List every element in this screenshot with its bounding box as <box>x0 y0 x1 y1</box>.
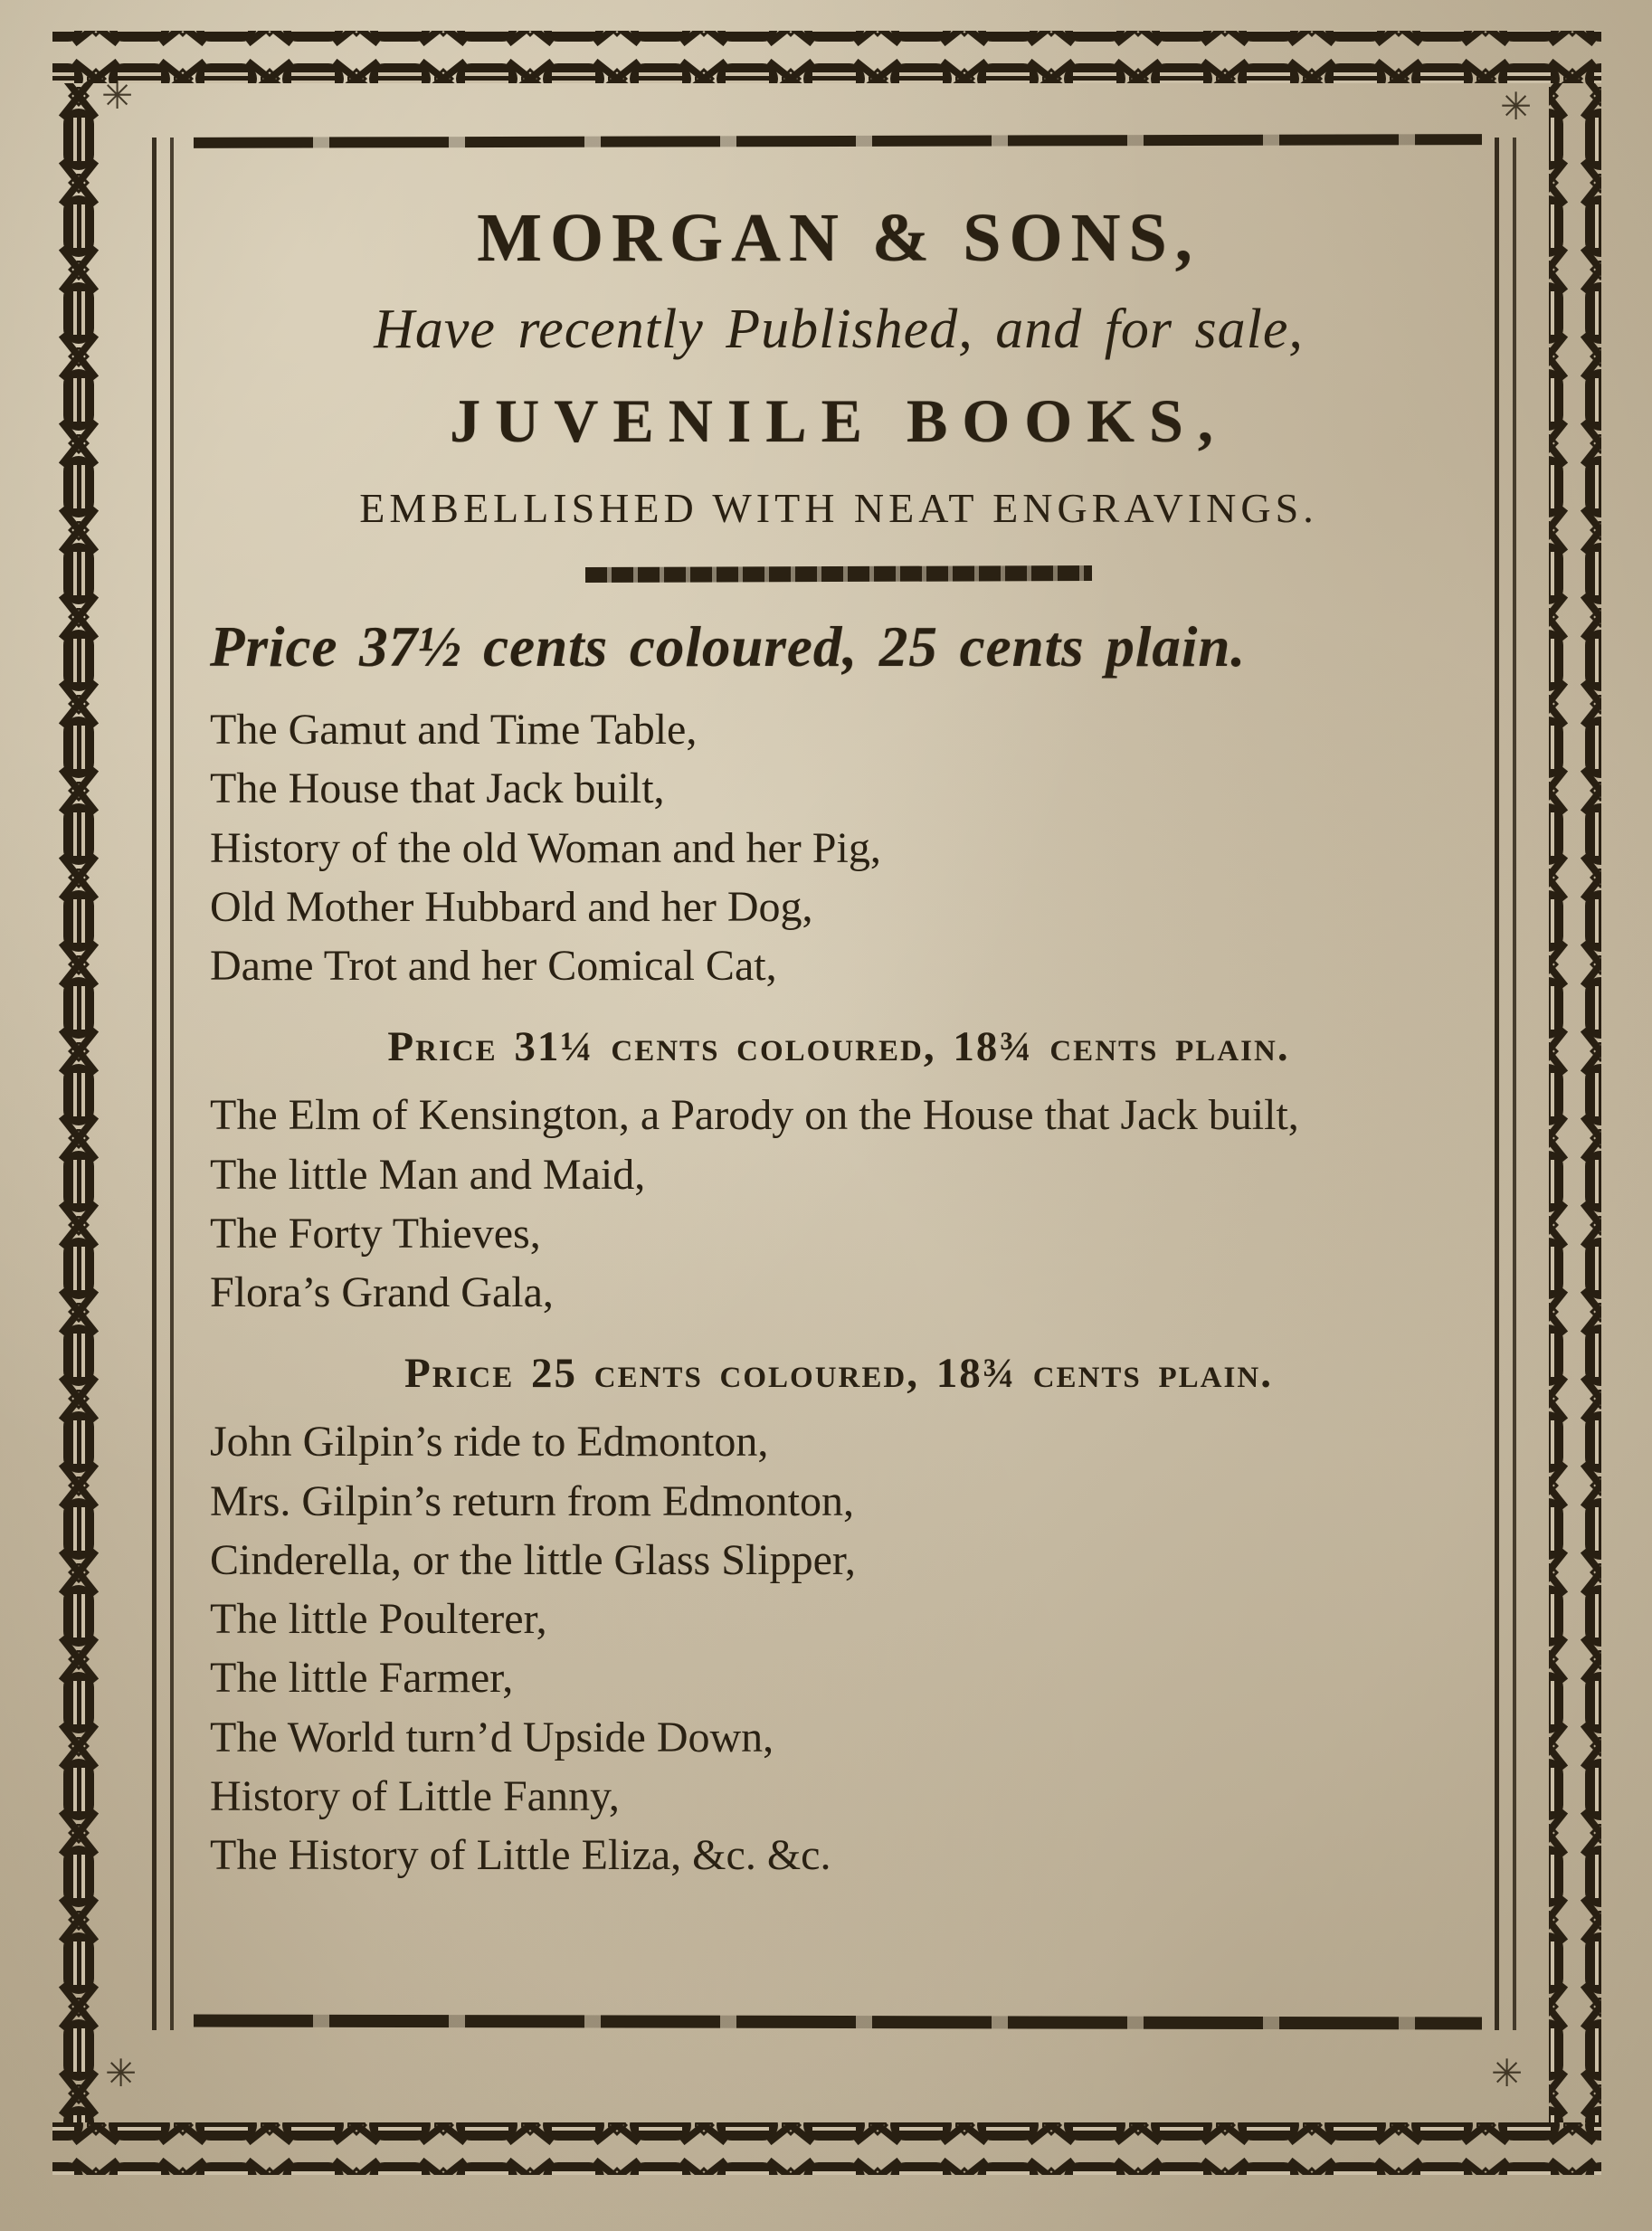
price-heading-3: Price 25 cents coloured, 18¾ cents plain. <box>404 1350 1273 1398</box>
price-heading-2: Price 31¼ cents coloured, 18¾ cents plain. <box>387 1023 1290 1071</box>
book-title: History of the old Woman and her Pig, <box>210 823 881 872</box>
book-list-1 <box>210 700 1467 995</box>
corner-ornament-icon: ✳ <box>101 76 134 118</box>
chain-border-bottom <box>52 2122 1601 2175</box>
book-title: John Gilpin’s ride to Edmonton, <box>210 1418 769 1467</box>
book-list-3 <box>210 1412 1467 1884</box>
corner-ornament-icon: ✳ <box>105 2054 138 2095</box>
book-title: Old Mother Hubbard and her Dog, <box>210 882 813 931</box>
corner-ornament-icon: ✳ <box>1491 2054 1524 2095</box>
book-title: The little Poulterer, <box>210 1595 547 1644</box>
book-title: Cinderella, or the little Glass Slipper, <box>210 1535 856 1584</box>
chain-border-right <box>1549 83 1601 2122</box>
page-title: JUVENILE BOOKS, <box>450 386 1228 455</box>
book-title: The House that Jack built, <box>210 764 665 813</box>
price-section-3 <box>210 1349 1467 1884</box>
right-double-rule <box>1495 138 1516 2030</box>
chain-border-top <box>52 31 1601 83</box>
book-title: Flora’s Grand Gala, <box>210 1268 554 1317</box>
section-divider-rule <box>585 565 1092 583</box>
book-title: Mrs. Gilpin’s return from Edmonton, <box>210 1476 854 1525</box>
left-double-rule <box>152 138 174 2030</box>
tagline: EMBELLISHED WITH NEAT ENGRAVINGS. <box>359 485 1318 531</box>
publisher-name: MORGAN & SONS, <box>477 200 1201 276</box>
book-title: The World turn’d Upside Down, <box>210 1713 774 1761</box>
price-heading-1: Price 37½ cents coloured, 25 cents plain. <box>210 615 1247 679</box>
publication-subtitle: Have recently Published, and for sale, <box>374 299 1304 360</box>
price-section-1 <box>210 614 1467 995</box>
price-section-2 <box>210 1022 1467 1322</box>
bottom-rule <box>194 2015 1482 2030</box>
book-title: The Forty Thieves, <box>210 1209 541 1258</box>
book-title: The little Farmer, <box>210 1654 514 1703</box>
book-list-2 <box>210 1086 1467 1322</box>
book-title: The Elm of Kensington, a Parody on the House that Jack built, <box>210 1091 1299 1140</box>
book-title: History of Little Fanny, <box>210 1771 620 1820</box>
book-title: The little Man and Maid, <box>210 1150 646 1199</box>
advertisement-content <box>210 168 1467 1885</box>
corner-ornament-icon: ✳ <box>1500 87 1533 128</box>
book-title: Dame Trot and her Comical Cat, <box>210 942 777 991</box>
book-title: The History of Little Eliza, &c. &c. <box>210 1831 831 1880</box>
book-title: The Gamut and Time Table, <box>210 706 698 754</box>
chain-border-left <box>51 83 103 2122</box>
